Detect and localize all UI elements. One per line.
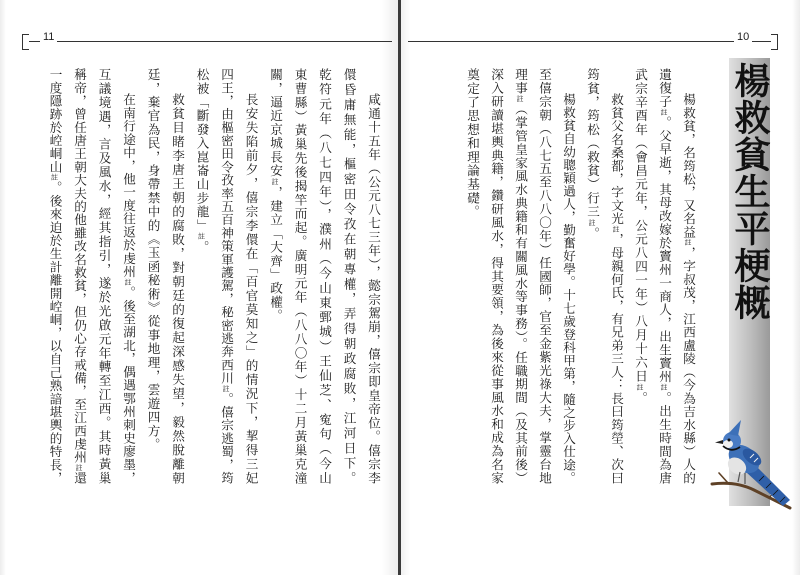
text-run: 至僖宗朝（八七五至八八〇年）任國師，官至金紫光祿大夫，掌靈台地	[537, 68, 552, 484]
text-run: 長安失陷前夕，僖宗李儇在「百官莫知之」的情況下，挈得三妃	[243, 93, 259, 484]
footnote-marker: 註	[636, 383, 644, 392]
text-column	[243, 68, 259, 484]
text-column	[169, 68, 185, 484]
text-column	[218, 68, 234, 484]
footnote-marker: 註	[588, 218, 596, 227]
page-number-left: 11	[40, 31, 57, 43]
footnote-marker: 註	[197, 232, 206, 241]
text-run: 。僖宗逃蜀，筠	[219, 392, 234, 484]
text-run: 楊救貧，名筠松，又名益	[681, 93, 696, 239]
text-run: 。後來迫於生計離開崆峒，以自己熟諳堪輿的特長，	[47, 181, 63, 484]
text-run: 四王，由樞密田令孜率五百神策軍護駕，秘密逃奔西川	[219, 68, 234, 385]
text-run: 救貧父名桑都，字文光	[609, 93, 624, 226]
footnote-marker: 註	[75, 463, 83, 472]
text-run: 乾符元年（八七四年），濮州（今山東鄄城）王仙芝、寃句（今山	[317, 68, 332, 484]
branch-twig	[719, 473, 728, 483]
text-run: 關，逼近京城長安	[268, 68, 283, 178]
text-run: 在南行途中，他一度往返於虔州	[121, 93, 136, 279]
text-column	[145, 68, 161, 484]
text-run: 東曹縣）黃巢先後揭竿而起。廣明元年（八八〇年）十二月黃巢克潼	[292, 68, 308, 484]
footnote-marker: 註	[124, 278, 132, 287]
text-run: 儇昏庸無能，樞密田令孜在朝專權，弄得朝政腐敗，江河日下。	[341, 68, 357, 484]
text-run: 廷，棄官為民，身帶禁中的《玉函秘術》從事地理，雲遊四方。	[145, 68, 161, 452]
text-run: 。出生時間為唐	[657, 391, 672, 485]
text-run: 。	[585, 226, 600, 241]
text-run: 武宗辛酉年（會昌元年，公元八四一年）八月十六日	[633, 68, 648, 384]
chapter-title: 楊救貧生平梗概	[729, 62, 771, 321]
text-run: 一度隱跡於崆峒山	[47, 68, 63, 174]
text-run: 筠貧，筠松（救貧）行三	[585, 68, 600, 219]
text-run: 奠定了思想和理論基礎。	[465, 68, 480, 219]
text-column	[194, 68, 210, 484]
text-column	[292, 68, 308, 484]
text-column	[365, 68, 381, 484]
text-run: 理事	[513, 68, 528, 95]
text-column	[96, 68, 112, 484]
text-column	[71, 68, 87, 484]
footnote-marker: 註	[50, 173, 59, 182]
bird-eye	[728, 439, 731, 442]
page-number-right: 10	[734, 31, 752, 43]
text-column	[341, 68, 357, 484]
text-run: 。	[633, 391, 648, 405]
text-column	[267, 68, 283, 484]
text-run: 松被「斷發入崑崙山步龍」	[194, 68, 210, 233]
footnote-marker: 註	[222, 384, 230, 393]
footnote-marker: 註	[660, 383, 668, 392]
footnote-marker: 註	[684, 238, 692, 247]
text-run: ，建立「大齊」政權。	[268, 185, 283, 323]
text-run: 。後至湖北，偶遇鄂州刺史廖墨，	[121, 286, 136, 485]
bird-crest	[728, 420, 741, 436]
text-run: 救貧目睹李唐王朝的腐敗，對朝廷的復起深感失望，毅然脫離朝	[170, 93, 185, 484]
bird-beak	[715, 440, 723, 444]
text-run: 。	[194, 240, 210, 255]
text-run: 深入研讀堪輿典籍，鑽研風水，得其要領，為後來從事風水和成為名家	[489, 68, 504, 484]
footnote-marker: 註	[660, 108, 668, 116]
text-run: 楊救貧自幼聰穎過人，勤奮好學。十七歲登科甲第，隨之步入仕途。	[561, 93, 576, 484]
text-column	[120, 68, 136, 484]
text-run: ，母親何氏，有兄弟三人：長曰筠塋、次曰	[609, 233, 624, 485]
text-run: 咸通十五年（公元八七三年），懿宗駕崩，僖宗即皇帝位。僖宗李	[366, 93, 381, 484]
text-run: （掌管皇家風水典籍和有關風水等事務）。任職期間（及其前後）	[513, 102, 528, 484]
text-run: 稱帝，曾任唐王朝大夫的他雖改名救貧，但仍心存戒備，至江西虔州	[72, 68, 87, 464]
footnote-marker: 註	[271, 177, 279, 186]
text-run: 遺復子	[657, 68, 672, 109]
text-run: 還	[72, 471, 87, 484]
text-column	[316, 68, 332, 484]
footnote-marker: 註	[612, 225, 620, 234]
text-run: 。父早逝，其母改嫁於竇州一商人，出生竇州	[657, 115, 672, 384]
text-column	[47, 68, 63, 484]
text-run: ，字叔茂，江西盧陵（今為吉水縣）人的	[681, 246, 696, 484]
bird-illustration	[710, 414, 792, 510]
footnote-marker: 註	[516, 94, 524, 103]
text-run: 互議境遇，言及風水，經其指引，遂於光啟元年轉至江西。其時黃巢	[96, 68, 112, 484]
